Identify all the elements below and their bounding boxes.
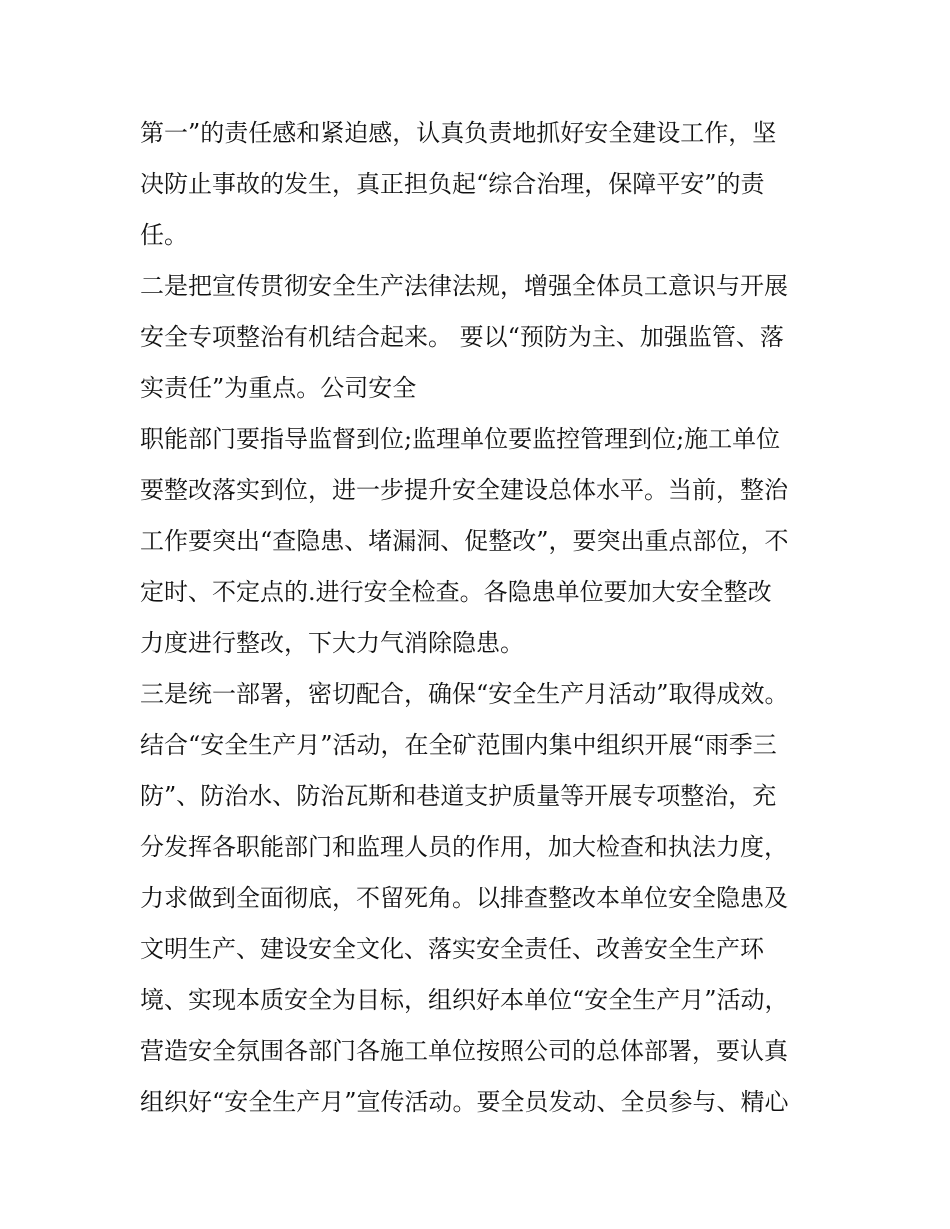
- text-line: 工作要突出“查隐患、堵漏洞、促整改”，要突出重点部位，不: [140, 527, 789, 555]
- text-line: 定时、不定点的.进行安全检查。各隐患单位要加大安全整改: [140, 578, 772, 606]
- text-line: 分发挥各职能部门和监理人员的作用，加大检查和执法力度，: [140, 833, 788, 861]
- text-line: 职能部门要指导监督到位;监理单位要监控管理到位;施工单位: [140, 425, 781, 453]
- text-line: 三是统一部署，密切配合，确保“安全生产月活动”取得成效。: [140, 680, 789, 708]
- text-line: 结合“安全生产月”活动，在全矿范围内集中组织开展“雨季三: [140, 731, 777, 759]
- text-line: 实责任”为重点。公司安全: [140, 374, 417, 402]
- text-line: 决防止事故的发生，真正担负起“综合治理，保障平安”的责: [140, 170, 765, 198]
- text-line: 二是把宣传贯彻安全生产法律法规，增强全体员工意识与开展: [140, 272, 788, 300]
- text-line: 组织好“安全生产月”宣传活动。要全员发动、全员参与、精心: [140, 1088, 789, 1116]
- text-line: 任。: [140, 221, 188, 249]
- text-line: 安全专项整治有机结合起来。 要以“预防为主、加强监管、落: [140, 323, 784, 351]
- text-line: 文明生产、建设安全文化、落实安全责任、改善安全生产环: [140, 935, 764, 963]
- text-line: 境、实现本质安全为目标，组织好本单位“安全生产月”活动，: [140, 986, 789, 1014]
- text-line: 要整改落实到位，进一步提升安全建设总体水平。当前，整治: [140, 476, 788, 504]
- text-line: 营造安全氛围各部门各施工单位按照公司的总体部署，要认真: [140, 1037, 788, 1065]
- document-body: [140, 108, 820, 1128]
- text-line: 力求做到全面彻底，不留死角。以排查整改本单位安全隐患及: [140, 884, 788, 912]
- text-line: 防”、防治水、防治瓦斯和巷道支护质量等开展专项整治，充: [140, 782, 777, 810]
- text-line: 力度进行整改，下大力气消除隐患。: [140, 629, 524, 657]
- text-line: 第一”的责任感和紧迫感，认真负责地抓好安全建设工作，坚: [140, 119, 777, 147]
